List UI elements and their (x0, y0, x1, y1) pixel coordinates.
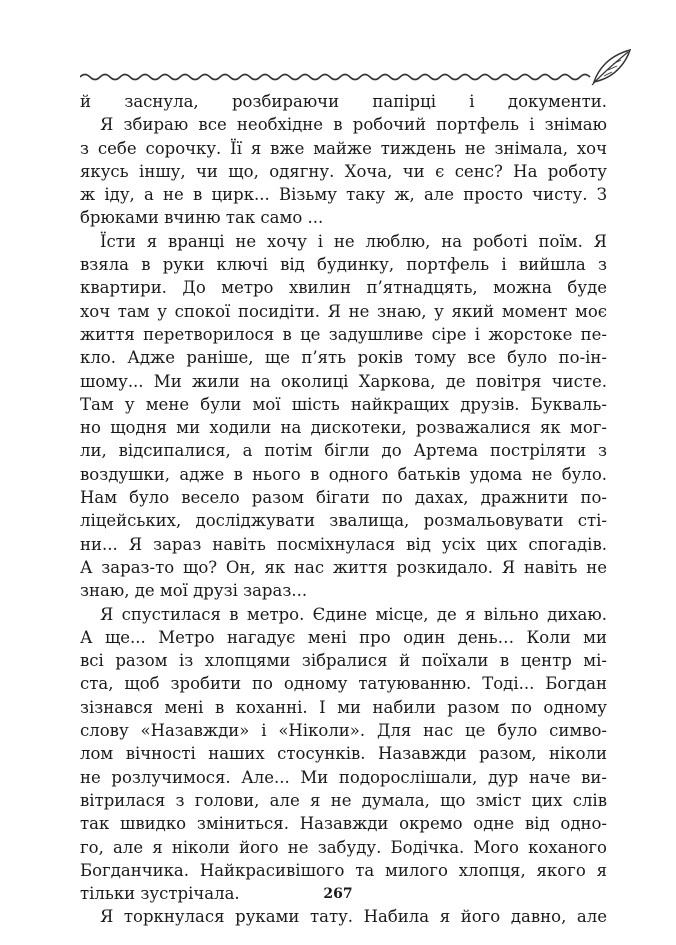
text-line: взяла в руки ключі від будинку, портфель і вийшла з (80, 255, 607, 275)
body-text (80, 90, 607, 929)
text-line: слову «Назавжди» і «Ніколи». Для нас це було симво- (80, 721, 607, 741)
text-line: знаю, де мої друзі зараз... (80, 581, 308, 601)
text-line: квартири. До метро хвилин п’ятнадцять, можна буде (80, 278, 607, 298)
text-line: А зараз-то що? Он, як нас життя розкидало. Я навіть не (80, 557, 607, 577)
text-line: воздушки, адже в нього в одного батьків удома не було. (80, 464, 607, 484)
text-line: Я спустилася в метро. Єдине місце, де я вільно дихаю. (100, 604, 607, 624)
text-line: Їсти я вранці не хочу і не люблю, на роботі поїм. Я (100, 231, 607, 251)
text-line: Я торкнулася руками тату. Набила я його давно, але (100, 907, 607, 927)
text-line: всі разом із хлопцями зібралися й поїхали в центр мі- (80, 651, 607, 671)
text-line: го, але я ніколи його не забуду. Бодічка. Мого коханого (80, 837, 607, 857)
text-line: но щодня ми ходили на дискотеки, розважалися як мог- (80, 418, 607, 438)
text-line: вітрилася з голови, але я не думала, що зміст цих слів (80, 790, 607, 810)
text-line: Там у мене були мої шість найкращих друзів. Букваль- (80, 394, 607, 414)
text-line: Нам було весело разом бігати по дахах, дражнити по- (80, 488, 607, 508)
text-line: лом вічності наших стосунків. Назавжди разом, ніколи (80, 744, 607, 764)
text-line: з себе сорочку. Її я вже майже тиждень не знімала, хоч (80, 138, 607, 158)
page-number: 267 (323, 886, 353, 902)
text-line: ліцейських, досліджувати звалища, розмальовувати сті- (80, 511, 607, 531)
feather-icon (592, 50, 630, 85)
text-line: А ще... Метро нагадує мені про один день… Коли ми (80, 627, 607, 647)
wave-line-icon (80, 75, 590, 80)
text-line: життя перетворилося в це задушливе сіре і жорстоке пе- (80, 324, 607, 344)
text-line: не розлучимося. Але... Ми подорослішали, дур наче ви- (80, 767, 607, 787)
text-line: Богданчика. Найкрасивішого та милого хлопця, якого я (80, 860, 607, 880)
text-line: й заснула, розбираючи папірці і документи. (80, 92, 607, 111)
wave-feather-ornament (80, 44, 635, 86)
text-line: брюками вчиню так само ... (80, 208, 324, 228)
text-line: якусь іншу, чи що, одягну. Хоча, чи є сенс? На роботу (80, 161, 607, 181)
text-line: шому... Ми жили на околиці Харкова, де повітря чисте. (80, 371, 607, 391)
text-line: ста, щоб зробити по одному татуюванню. Тоді... Богдан (80, 674, 607, 694)
text-line: кло. Адже раніше, ще п’ять років тому все було по-ін- (80, 348, 607, 368)
text-line: ли, відсипалися, а потім бігли до Артема постріляти з (80, 441, 607, 461)
text-line: ж іду, а не в цирк... Візьму таку ж, але просто чисту. З (80, 185, 607, 205)
text-line: так швидко зміниться. Назавжди окремо одне від одно- (80, 814, 607, 834)
text-line: Я збираю все необхідне в робочий портфель і знімаю (100, 115, 607, 135)
text-line: ни... Я зараз навіть посміхнулася від усіх цих спогадів. (80, 534, 607, 554)
text-line: зізнався мені в коханні. І ми набили разом по одному (80, 697, 607, 717)
text-line: тільки зустрічала. (80, 884, 240, 904)
text-line: хоч там у спокої посидіти. Я не знаю, у який момент моє (80, 301, 607, 321)
